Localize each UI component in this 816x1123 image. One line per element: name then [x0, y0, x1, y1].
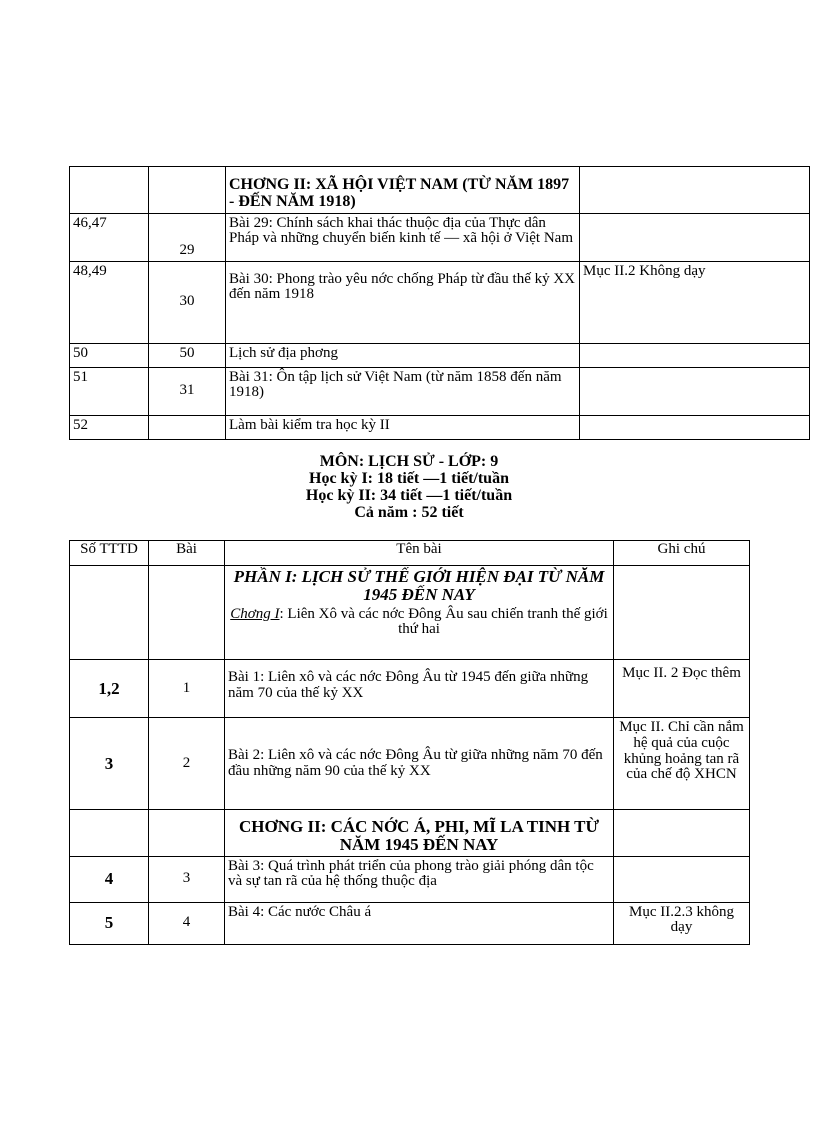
- cell-tt: 48,49: [70, 261, 149, 343]
- table-row: [70, 718, 750, 810]
- cell-ten-bai: Bài 1: Liên xô và các nớc Đông Âu từ 1945 đến giữa những năm 70 của thế kỷ XX: [225, 660, 614, 718]
- chapter-label: Chơng I: [230, 605, 280, 622]
- cell-ten-bai: Bài 2: Liên xô và các nớc Đông Âu từ giữa những năm 70 đến đầu những năm 90 của thế kỷ XX: [225, 718, 614, 810]
- cell-bai: 50: [149, 343, 226, 367]
- cell-bai: 30: [149, 261, 226, 343]
- table-row: [70, 415, 810, 439]
- cell-ghichu: [614, 810, 750, 857]
- header-row: [70, 541, 750, 566]
- semester2-line: Học kỳ II: 34 tiết —1 tiết/tuần: [305, 487, 513, 504]
- table-row: [70, 660, 750, 718]
- table-row: [70, 261, 810, 343]
- cell-ten-bai: Bài 3: Quá trình phát triển của phong trào giải phóng dân tộc và sự tan rã của hệ thống thuộc địa: [225, 856, 614, 902]
- cell-bai: 31: [149, 367, 226, 415]
- cell-tt: 3: [70, 718, 149, 810]
- cell-ghichu: [580, 167, 810, 214]
- chapter-title: CHƠNG II: CÁC NỚC Á, PHI, MĨ LA TINH TỪ NĂM 1945 ĐẾN NAY: [225, 810, 614, 857]
- part-title: PHẦN I: LỊCH SỬ THẾ GIỚI HIỆN ĐẠI TỪ NĂM 1945 ĐẾN NAY: [233, 567, 605, 604]
- header-bai: Bài: [149, 541, 225, 566]
- cell-bai: 1: [149, 660, 225, 718]
- cell-bai: 4: [149, 902, 225, 944]
- cell-tt: 4: [70, 856, 149, 902]
- cell-bai: [149, 167, 226, 214]
- semester1-line: Học kỳ I: 18 tiết —1 tiết/tuần: [309, 470, 509, 487]
- lesson-table-grade8-part: [69, 166, 810, 440]
- cell-ghichu: Mục II. Chỉ cần nắm hệ quả của cuộc khủng hoảng tan rã của chế độ XHCN: [614, 718, 750, 810]
- header-ten-bai: Tên bài: [225, 541, 614, 566]
- cell-tt: [70, 810, 149, 857]
- cell-tt: 51: [70, 367, 149, 415]
- table-row: [70, 343, 810, 367]
- table-row: [70, 856, 750, 902]
- table-row: [70, 566, 750, 660]
- table-row: [70, 902, 750, 944]
- table-row: [70, 213, 810, 261]
- cell-bai: 2: [149, 718, 225, 810]
- cell-ten-bai: Lịch sử địa phơng: [226, 343, 580, 367]
- cell-ghichu: [614, 566, 750, 660]
- cell-ghichu: [580, 343, 810, 367]
- cell-tt: 1,2: [70, 660, 149, 718]
- table-row: [70, 810, 750, 857]
- cell-tt: [70, 566, 149, 660]
- cell-bai: [149, 415, 226, 439]
- cell-tt: [70, 167, 149, 214]
- cell-bai: 3: [149, 856, 225, 902]
- cell-ten-bai: Bài 4: Các nước Châu á: [225, 902, 614, 944]
- cell-bai: [149, 566, 225, 660]
- header-tt: Số TTTD: [70, 541, 149, 566]
- cell-tt: 50: [70, 343, 149, 367]
- cell-ten-bai: [225, 566, 614, 660]
- cell-ghichu: [580, 367, 810, 415]
- table-row: [70, 367, 810, 415]
- cell-ten-bai: Bài 31: Ôn tập lịch sử Việt Nam (từ năm 1858 đến năm 1918): [226, 367, 580, 415]
- cell-ghichu: [580, 213, 810, 261]
- cell-tt: 5: [70, 902, 149, 944]
- cell-ghichu: [614, 856, 750, 902]
- cell-tt: 52: [70, 415, 149, 439]
- header-ghichu: Ghi chú: [614, 541, 750, 566]
- cell-ten-bai: Bài 29: Chính sách khai thác thuộc địa của Thực dân Pháp và những chuyển biến kinh tế — xã hội ở Việt Nam: [226, 213, 580, 261]
- chapter-line: [228, 607, 610, 639]
- chapter-text: : Liên Xô và các nớc Đông Âu sau chiến tranh thế giới thứ hai: [279, 605, 608, 638]
- cell-ghichu: Mục II.2 Không dạy: [580, 261, 810, 343]
- cell-bai: [149, 810, 225, 857]
- cell-tt: 46,47: [70, 213, 149, 261]
- subject-heading: MÔN: LỊCH SỬ - LỚP: 9: [319, 453, 499, 470]
- cell-ghichu: [580, 415, 810, 439]
- year-total-line: Cả năm : 52 tiết: [354, 504, 464, 521]
- cell-ghichu: Mục II. 2 Đọc thêm: [614, 660, 750, 718]
- cell-ghichu: Mục II.2.3 không dạy: [614, 902, 750, 944]
- cell-bai: 29: [149, 213, 226, 261]
- cell-ten-bai: Bài 30: Phong trào yêu nớc chống Pháp từ đầu thế kỷ XX đến năm 1918: [226, 261, 580, 343]
- chapter-title: CHƠNG II: XÃ HỘI VIỆT NAM (TỪ NĂM 1897 - ĐẾN NĂM 1918): [226, 167, 580, 214]
- lesson-table-grade9: [69, 540, 750, 945]
- cell-ten-bai: Làm bài kiểm tra học kỳ II: [226, 415, 580, 439]
- table-row: [70, 167, 810, 214]
